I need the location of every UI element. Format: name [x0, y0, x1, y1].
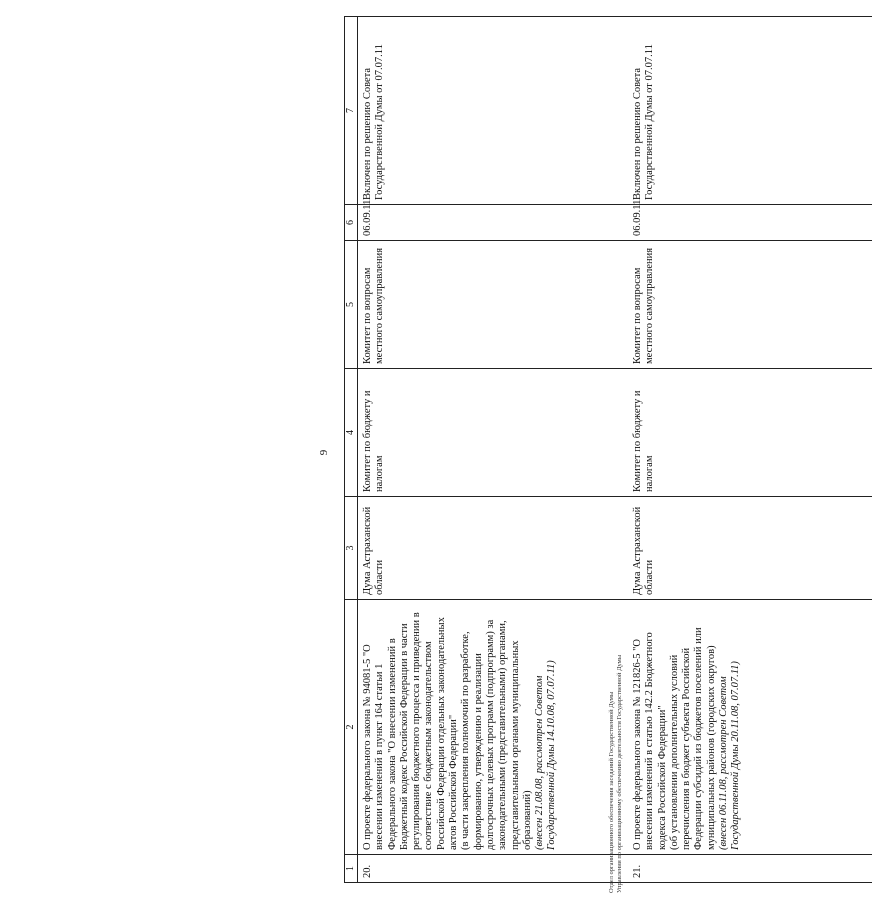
column-header: 7 — [345, 17, 358, 205]
row-number: 20. — [358, 855, 627, 883]
remark: Включен по решению Совета Государственной Думы от 07.07.11 — [358, 17, 627, 205]
scheduled-date: 06.09.11 — [626, 205, 872, 241]
column-header: 3 — [345, 497, 358, 600]
bill-status: (внесен 21.08.08, рассмотрен Советом Государственной Думы 14.10.08, 07.07.11) — [534, 660, 558, 850]
footer-line: Управления по организационному обеспечению деятельности Государственной Думы — [616, 654, 623, 893]
remark: Включен по решению Совета Государственной Думы от 07.07.11 — [626, 17, 872, 205]
table-row — [626, 17, 872, 883]
bill-description — [358, 600, 627, 855]
row-number: 21. — [626, 855, 872, 883]
bill-description — [626, 600, 872, 855]
co-committee: Комитет по вопросам местного самоуправления — [626, 241, 872, 369]
column-header: 2 — [345, 600, 358, 855]
column-header: 5 — [345, 241, 358, 369]
co-committee: Комитет по вопросам местного самоуправления — [358, 241, 627, 369]
table-row — [358, 17, 627, 883]
page-number: 9 — [318, 449, 330, 456]
column-header: 1 — [345, 855, 358, 883]
bill-author: Дума Астраханской области — [626, 497, 872, 600]
bill-author: Дума Астраханской области — [358, 497, 627, 600]
bill-status: (внесен 06.11.08, рассмотрен Советом Государственной Думы 20.11.08, 07.07.11) — [718, 661, 742, 850]
scheduled-date: 06.09.11 — [358, 205, 627, 241]
bill-note: (в части закрепления полномочий по разработке, формированию, утверждению и реализации долгосрочных целевых программ (подпрограмм) за законодательными (представительными) органами, представительными органами муниципальных образований) — [460, 619, 533, 850]
footer — [608, 13, 624, 893]
column-number-row — [345, 17, 358, 883]
responsible-committee: Комитет по бюджету и налогам — [626, 369, 872, 497]
bill-note: (об установлении дополнительных условий перечисления в бюджет субъекта Российской Федерации субсидий из бюджетов поселений или муниципальных районов (городских округов) — [668, 627, 717, 850]
footer-line: Отдел организационного обеспечения заседаний Государственной Думы — [608, 691, 615, 893]
responsible-committee: Комитет по бюджету и налогам — [358, 369, 627, 497]
bill-title: О проекте федерального закона № 121826-5 "О внесении изменений в статью 142.2 Бюджетного кодекса Российской Федерации" — [632, 632, 668, 850]
bill-title: О проекте федерального закона № 94081-5 "О внесении изменений в пункт 164 статьи 1 Федерального закона "О внесении изменений в Бюджетный кодекс Российской Федерации в части регулирования бюджетного процесса и приведении в соответствие с бюджетным законодательством Российской Федерации отдельных законодательных актов Российской Федерации" — [362, 612, 460, 850]
column-header: 6 — [345, 205, 358, 241]
column-header: 4 — [345, 369, 358, 497]
